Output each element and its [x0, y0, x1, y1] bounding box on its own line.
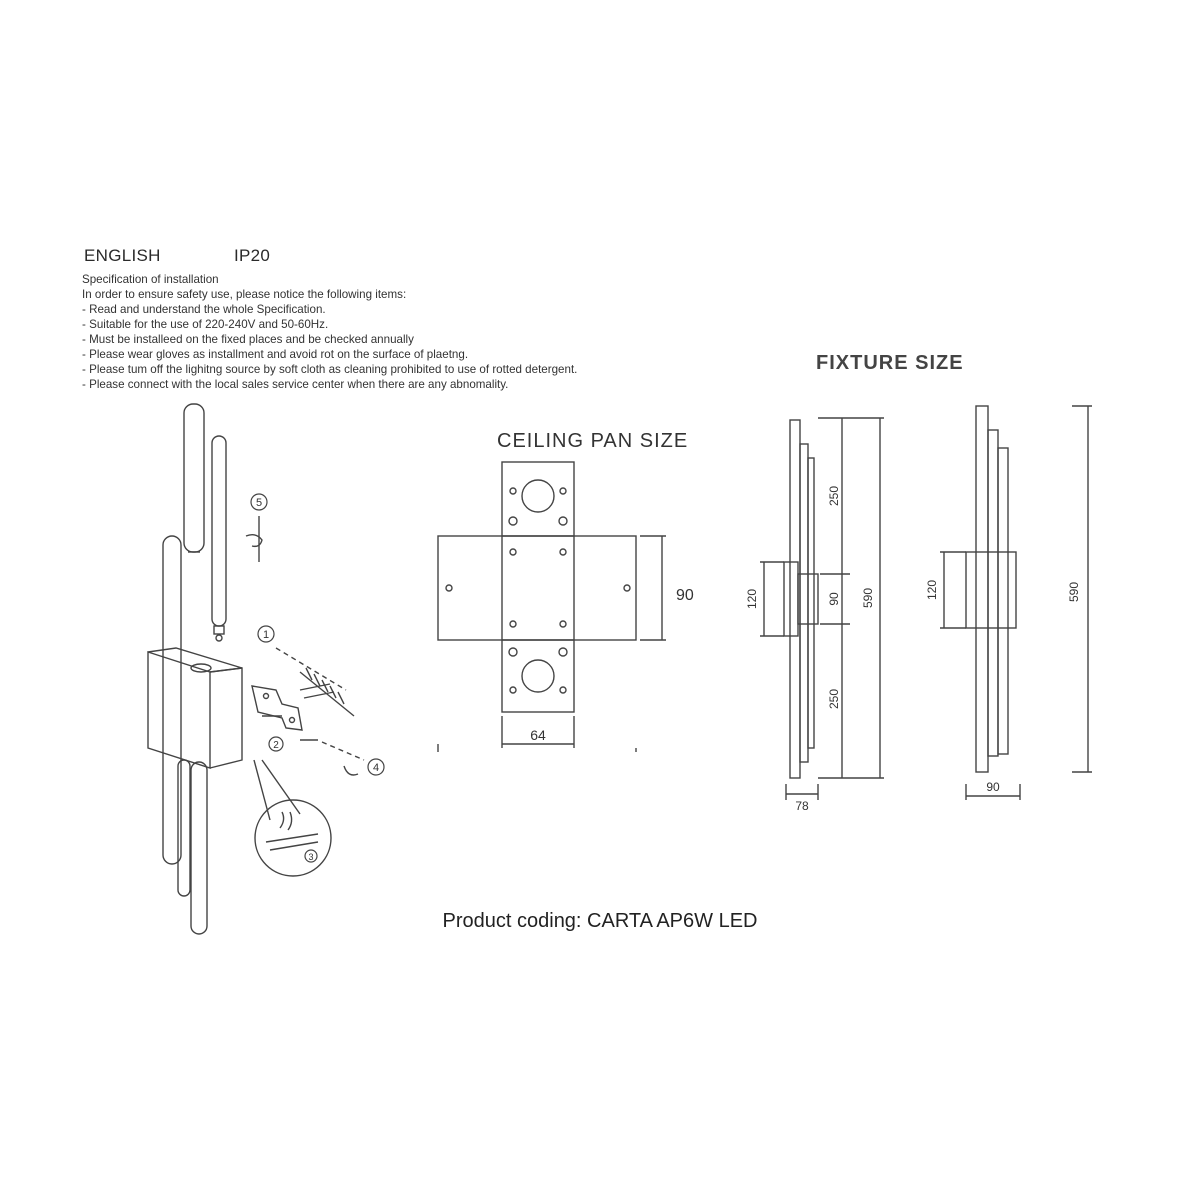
step-number: 1: [262, 629, 270, 641]
side-upper-length-label: 250: [827, 485, 841, 507]
product-coding: Product coding: CARTA AP6W LED: [442, 910, 758, 932]
front-body-height-label: 120: [925, 579, 939, 601]
spec-item: - Suitable for the use of 220-240V and 50-60Hz.: [82, 318, 329, 331]
spec-item: - Must be installeed on the fixed places and be checked annually: [82, 333, 414, 346]
fixture-size-title: FIXTURE SIZE: [816, 352, 964, 374]
ceiling-pan-width-label: 64: [530, 727, 546, 743]
step-number: 3: [308, 852, 314, 862]
front-width-label: 90: [986, 780, 1000, 794]
step-number: 4: [372, 762, 380, 774]
side-body-height-label: 120: [745, 588, 759, 610]
spec-item: - Please tum off the lighitng source by soft cloth as cleaning prohibited to use of rotted detergent.: [82, 363, 578, 376]
spec-title: Specification of installation: [82, 273, 219, 286]
step-number: 5: [255, 497, 263, 509]
spec-intro: In order to ensure safety use, please notice the following items:: [82, 288, 407, 301]
side-inner-height-label: 90: [827, 592, 841, 606]
language-label: ENGLISH: [84, 246, 161, 265]
side-depth-label: 78: [795, 799, 809, 813]
ceiling-pan-height-label: 90: [676, 587, 694, 604]
ceiling-pan-drawing: [438, 462, 666, 752]
step-number: 2: [273, 740, 279, 751]
ceiling-pan-title: CEILING PAN SIZE: [497, 430, 689, 452]
front-total-height-label: 590: [1067, 581, 1081, 603]
spec-item: - Please connect with the local sales service center when there are any abnomality.: [82, 378, 509, 391]
ip-rating: IP20: [234, 246, 271, 265]
spec-item: - Please wear gloves as installment and avoid rot on the surface of plaetng.: [82, 348, 469, 361]
installation-diagram: [148, 404, 364, 934]
side-lower-length-label: 250: [827, 688, 841, 710]
side-total-height-label: 590: [861, 587, 875, 609]
spec-item: - Read and understand the whole Specification.: [82, 303, 326, 316]
